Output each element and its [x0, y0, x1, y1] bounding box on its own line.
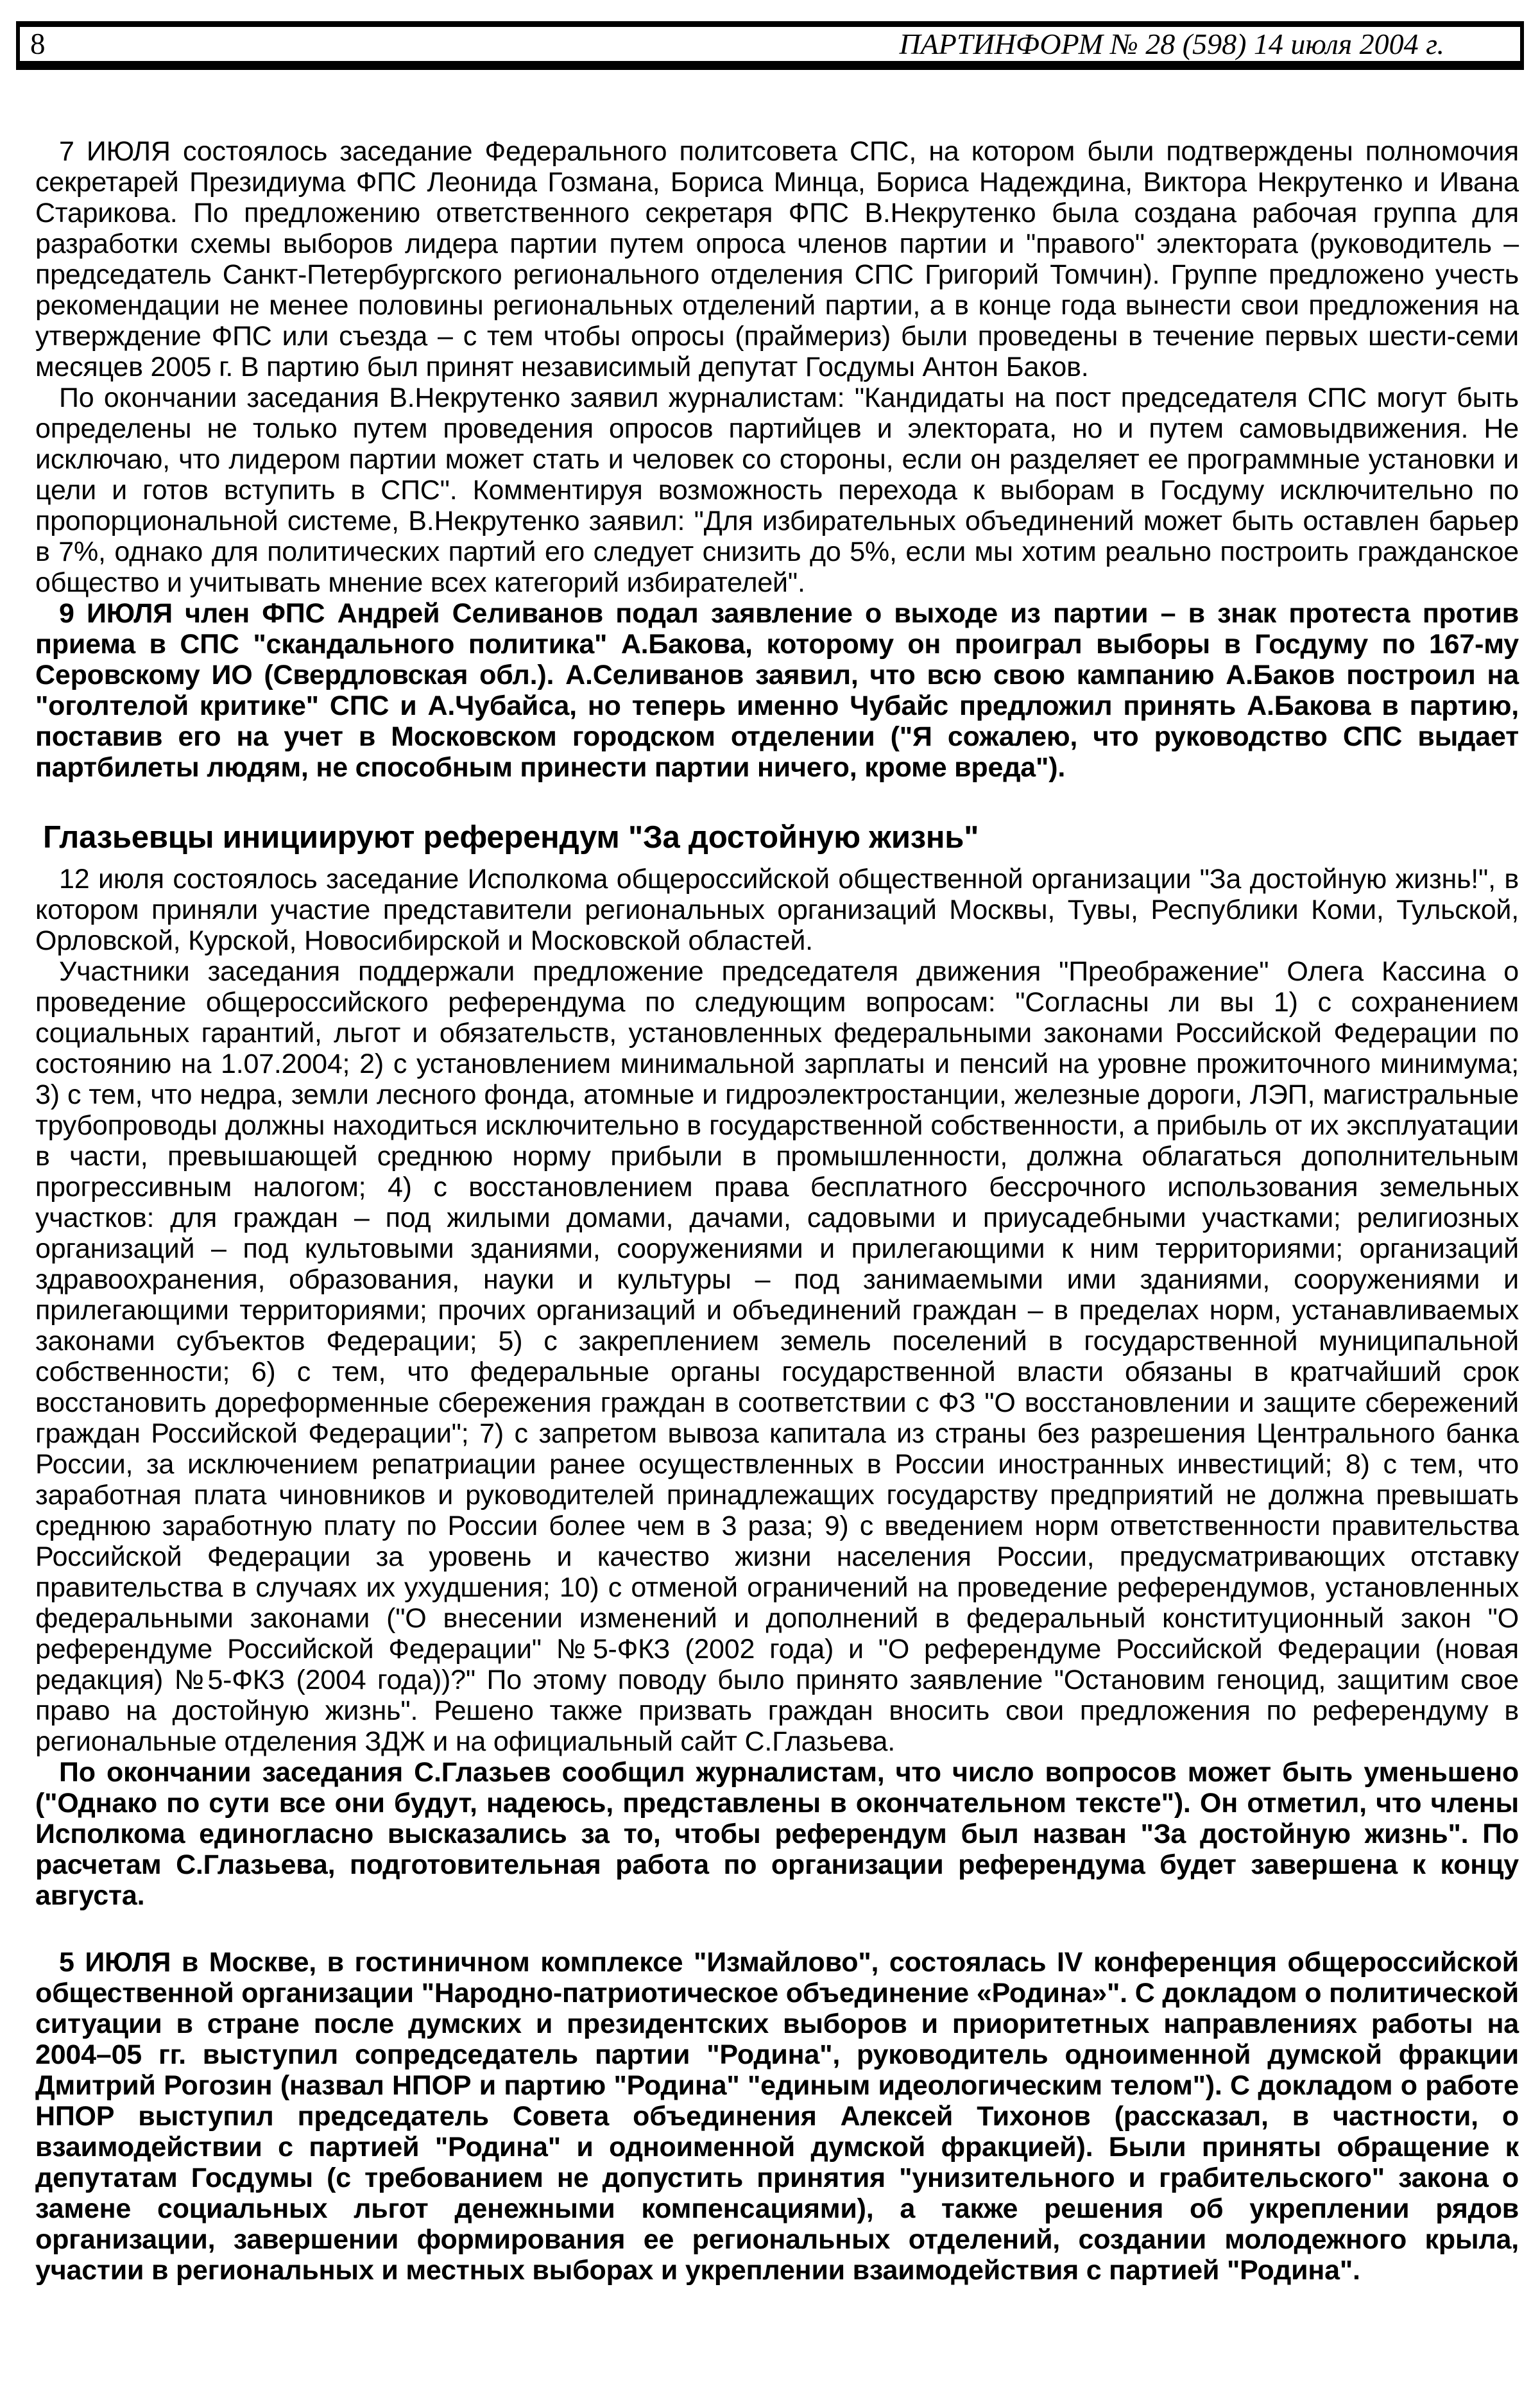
article-glazyev-paragraph-1: 12 июля состоялось заседание Исполкома общероссийской общественной организации "За достойную жизнь!", в котором приняли участие представители региональных организаций Москвы, Тувы, Республики Коми, Тульской, Орловской, Курской, Новосибирской и Московской областей.: [35, 864, 1519, 956]
article-sps-paragraph-1: 7 ИЮЛЯ состоялось заседание Федерального политсовета СПС, на котором были подтверждены полномочия секретарей Президиума ФПС Леонида Гозмана, Бориса Минца, Бориса Надеждина, Виктора Некрутенко и Ивана Старикова. По предложению ответственного секретаря ФПС В.Некрутенко была создана рабочая группа для разработки схемы выборов лидера партии путем опроса членов партии и "правого" электората (руководитель – председатель Санкт-Петербургского регионального отделения СПС Григорий Томчин). Группе предложено учесть рекомендации не менее половины региональных отделений партии, а в конце года вынести свои предложения на утверждение ФПС или съезда – с тем чтобы опросы (праймериз) были проведены в течение первых шести-семи месяцев 2005 г. В партию был принят независимый депутат Госдумы Антон Баков.: [35, 136, 1519, 382]
article-rodina-paragraph-1: 5 ИЮЛЯ в Москве, в гостиничном комплексе "Измайлово", состоялась IV конференция общероссийской общественной организации "Народно-патриотическое объединение «Родина»". С докладом о политической ситуации в стране после думских и президентских выборов и приоритетных направлениях работы на 2004–05 гг. выступил сопредседатель партии "Родина", руководитель одноименной думской фракции Дмитрий Рогозин (назвал НПОР и партию "Родина" "единым идеологическим телом"). С докладом о работе НПОР выступил председатель Совета объединения Алексей Тихонов (рассказал, в частности, о взаимодействии с партией "Родина" и одноименной думской фракцией). Были приняты обращение к депутатам Госдумы (с требованием не допустить принятия "унизительного и грабительского" закона о замене социальных льгот денежными компенсациями), а также решения об укреплении рядов организации, завершении формирования ее региональных отделений, создании молодежного крыла, участии в региональных и местных выборах и укреплении взаимодействия с партией "Родина".: [35, 1947, 1519, 2286]
article-sps-paragraph-2: По окончании заседания В.Некрутенко заявил журналистам: "Кандидаты на пост председателя СПС могут быть определены не только путем проведения опросов партийцев и электората, но и путем самовыдвижения. Не исключаю, что лидером партии может стать и человек со стороны, если он разделяет ее программные установки и цели и готов вступить в СПС". Комментируя возможность перехода к выборам в Госдуму исключительно по пропорциональной системе, В.Некрутенко заявил: "Для избирательных объединений может быть оставлен барьер в 7%, однако для политических партий его следует снизить до 5%, если мы хотим реально построить гражданское общество и учитывать мнение всех категорий избирателей".: [35, 382, 1519, 598]
article-glazyev-paragraph-3: По окончании заседания С.Глазьев сообщил журналистам, что число вопросов может быть уменьшено ("Однако по сути все они будут, надеюсь, представлены в окончательном тексте"). Он отметил, что члены Исполкома единогласно высказались за то, чтобы референдум был назван "За достойную жизнь". По расчетам С.Глазьева, подготовительная работа по организации референдума будет завершена к концу августа.: [35, 1757, 1519, 1911]
article-sps-paragraph-3: 9 ИЮЛЯ член ФПС Андрей Селиванов подал заявление о выходе из партии – в знак протеста против приема в СПС "скандального политика" А.Бакова, которому он проиграл выборы в Госдуму по 167-му Серовскому ИО (Свердловская обл.). А.Селиванов заявил, что всю свою кампанию А.Баков построил на "оголтелой критике" СПС и А.Чубайса, но теперь именно Чубайс предложил принять А.Бакова в партию, поставив его на учет в Московском городском отделении ("Я сожалею, что руководство СПС выдает партбилеты людям, не способным принести партии ничего, кроме вреда").: [35, 598, 1519, 783]
article-glazyev-paragraph-2: Участники заседания поддержали предложение председателя движения "Преображение" Олега Кассина о проведение общероссийского референдума по следующим вопросам: "Согласны ли вы 1) с сохранением социальных гарантий, льгот и обязательств, установленных федеральными законами Российской Федерации по состоянию на 1.07.2004; 2) с установлением минимальной зарплаты и пенсий на уровне прожиточного минимума; 3) с тем, что недра, земли лесного фонда, атомные и гидроэлектростанции, железные дороги, ЛЭП, магистральные трубопроводы должны находиться исключительно в государственной собственности, а прибыль от их эксплуатации в части, превышающей среднюю норму прибыли в промышленности, должна облагаться дополнительным прогрессивным налогом; 4) с восстановлением права бесплатного бессрочного использования земельных участков: для граждан – под жилыми домами, дачами, садовыми и приусадебными участками; религиозных организаций – под культовыми зданиями, сооружениями и прилегающими к ним территориями; организаций здравоохранения, образования, науки и культуры – под занимаемыми ими зданиями, сооружениями и прилегающими территориями; прочих организаций и объединений граждан – в пределах норм, устанавливаемых законами субъектов Федерации; 5) с закреплением земель поселений в государственной муниципальной собственности; 6) с тем, что федеральные органы государственной власти обязаны в кратчайший срок восстановить дореформенные сбережения граждан в соответствии с ФЗ "О восстановлении и защите сбережений граждан Российской Федерации"; 7) с запретом вывоза капитала из страны без разрешения Центрального банка России, за исключением репатриации ранее осуществленных в России иностранных инвестиций; 8) с тем, что заработная плата чиновников и руководителей принадлежащих государству предприятий не должна превышать среднюю заработную плату по России более чем в 3 раза; 9) с введением норм ответственности правительства Российской Федерации за уровень и качество жизни населения России, предусматривающих отставку правительства в случаях их ухудшения; 10) с отменой ограничений на проведение референдумов, установленных федеральными законами ("О внесении изменений и дополнений в федеральный конституционный закон "О референдуме Российской Федерации" №5-ФКЗ (2002 года) и "О референдуме Российской Федерации (новая редакция) №5-ФКЗ (2004 года))?" По этому поводу было принято заявление "Остановим геноцид, защитим свое право на достойную жизнь". Решено также призвать граждан вносить свои предложения по референдуму в региональные отделения ЗДЖ и на официальный сайт С.Глазьева.: [35, 956, 1519, 1757]
page-body: [35, 136, 1519, 2286]
section-heading-glazyev-referendum: Глазьевцы инициируют референдум "За достойную жизнь": [43, 820, 979, 855]
page-header: [16, 21, 1524, 70]
page-number: 8: [30, 27, 46, 60]
issue-title: ПАРТИНФОРМ № 28 (598) 14 июля 2004 г.: [899, 27, 1444, 60]
